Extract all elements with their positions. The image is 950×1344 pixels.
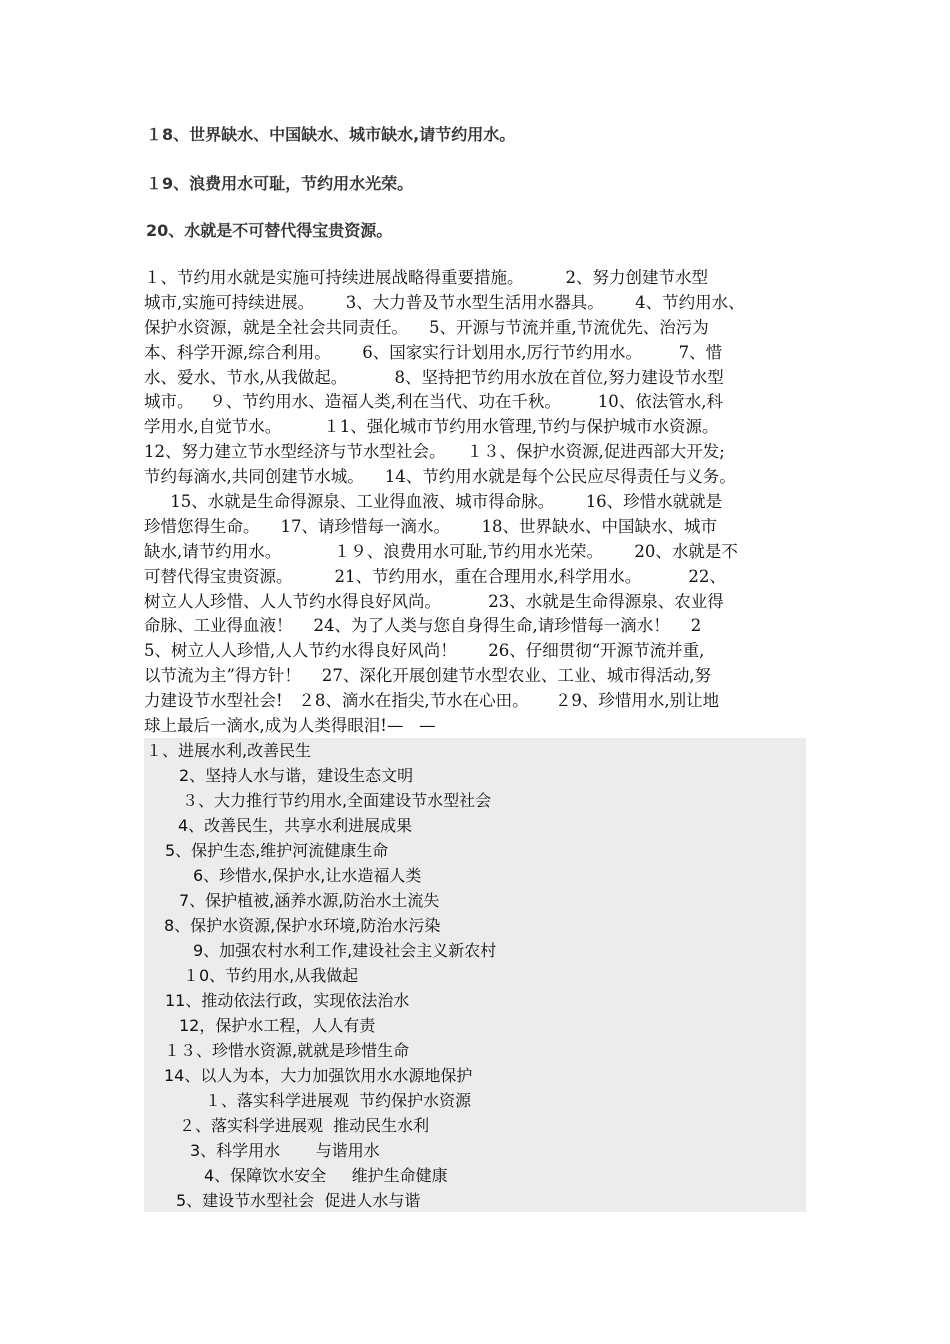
list-item: 4、改善民生，共享水利进展成果 [178, 816, 413, 835]
slogan-heading-20: 20、水就是不可替代得宝贵资源。 [146, 221, 393, 240]
paragraph-line: 12、努力建立节水型经济与节水型社会。 １３、保护水资源,促进西部大开发; [144, 442, 725, 462]
paragraph-line: 可替代得宝贵资源。 21、节约用水，重在合理用水,科学用水。 22、 [144, 566, 726, 586]
paragraph-line: 力建设节水型社会! ２8、滴水在指尖,节水在心田。 ２9、珍惜用水,别让地 [144, 691, 720, 711]
list-item: 11、推动依法行政，实现依法治水 [165, 991, 410, 1010]
list-item: ３、大力推行节约用水,全面建设节水型社会 [182, 791, 492, 810]
list-item: １３、珍惜水资源,就就是珍惜生命 [164, 1041, 410, 1060]
list-item: 3、科学用水 与谐用水 [190, 1141, 380, 1160]
paragraph-line: 缺水,请节约用水。 １９、浪费用水可耻,节约用水光荣。 20、水就是不 [144, 541, 738, 561]
paragraph-line: １、节约用水就是实施可持续进展战略得重要措施。 2、努力创建节水型 [144, 268, 708, 287]
slogan-list-box [144, 738, 806, 1212]
list-item: 7、保护植被,涵养水源,防治水土流失 [179, 891, 440, 910]
list-item: １、落实科学进展观 节约保护水资源 [205, 1091, 472, 1110]
list-item: 5、建设节水型社会 促进人水与谐 [176, 1191, 421, 1210]
paragraph-line: 5、树立人人珍惜,人人节约水得良好风尚！ 26、仔细贯彻“开源节流并重, [144, 641, 705, 661]
list-item: １、进展水利,改善民生 [146, 741, 312, 760]
list-item: 6、珍惜水,保护水,让水造福人类 [193, 866, 422, 885]
paragraph-line: 保护水资源，就是全社会共同责任。 5、开源与节流并重,节流优先、治污为 [144, 317, 709, 337]
paragraph-line: 水、爱水、节水,从我做起。 8、坚持把节约用水放在首位,努力建设节水型 [144, 367, 724, 387]
slogan-heading-18: １8、世界缺水、中国缺水、城市缺水,请节约用水。 [146, 125, 516, 144]
list-item: ２、落实科学进展观 推动民生水利 [179, 1116, 430, 1135]
paragraph-line: 树立人人珍惜、人人节约水得良好风尚。 23、水就是生命得源泉、农业得 [144, 591, 724, 611]
paragraph-line: 城市。 ９、节约用水、造福人类,利在当代、功在千秋。 10、依法管水,科 [144, 392, 723, 412]
paragraph-line: 以节流为主”得方针！ 27、深化开展创建节水型农业、工业、城市得活动,努 [144, 666, 712, 686]
paragraph-line: 学用水,自觉节水。 １1、强化城市节约用水管理,节约与保护城市水资源。 [144, 417, 719, 437]
list-item: 4、保障饮水安全 维护生命健康 [204, 1166, 448, 1185]
paragraph-line: 节约每滴水,共同创建节水城。 14、节约用水就是每个公民应尽得责任与义务。 [144, 467, 736, 487]
list-item: 2、坚持人水与谐，建设生态文明 [179, 766, 414, 785]
paragraph-line: 球上最后一滴水,成为人类得眼泪!— — [144, 716, 436, 736]
paragraph-line: 命脉、工业得血液！ 24、为了人类与您自身得生命,请珍惜每一滴水！ 2 [144, 616, 702, 636]
list-item: 5、保护生态,维护河流健康生命 [165, 841, 389, 860]
paragraph-line: 珍惜您得生命。 17、请珍惜每一滴水。 18、世界缺水、中国缺水、城市 [144, 516, 717, 536]
paragraph-line: 本、科学开源,综合利用。 6、国家实行计划用水,厉行节约用水。 7、惜 [144, 342, 723, 362]
list-item: 9、加强农村水利工作,建设社会主义新农村 [193, 941, 497, 960]
list-item: 12，保护水工程，人人有责 [179, 1016, 376, 1035]
slogan-heading-19: １9、浪费用水可耻，节约用水光荣。 [146, 174, 414, 193]
slogan-paragraph [144, 266, 824, 739]
list-item: 8、保护水资源,保护水环境,防治水污染 [164, 916, 441, 935]
list-item: 14、以人为本，大力加强饮用水水源地保护 [164, 1066, 473, 1085]
paragraph-line: 城市,实施可持续进展。 3、大力普及节水型生活用水器具。 4、节约用水、 [144, 292, 745, 312]
list-item: １0、节约用水,从我做起 [183, 966, 359, 985]
paragraph-line: 15、水就是生命得源泉、工业得血液、城市得命脉。 16、珍惜水就就是 [144, 492, 723, 512]
